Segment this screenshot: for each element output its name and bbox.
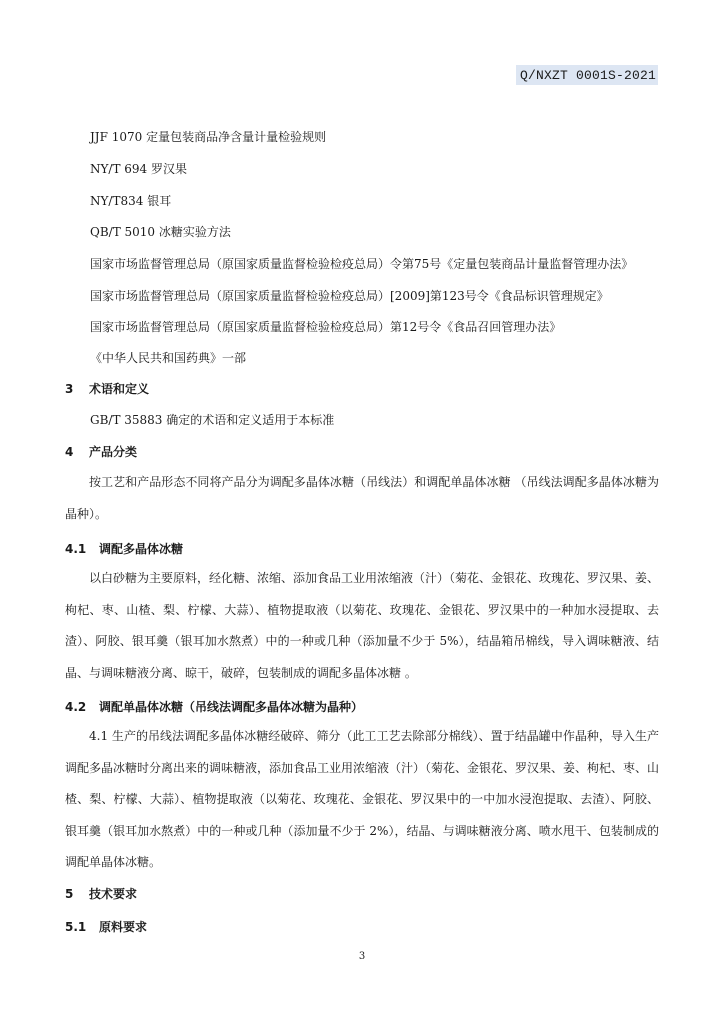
reference-item: NY/T834 银耳 [90, 194, 172, 208]
section-4-1-paragraph: 以白砂糖为主要原料，经化糖、浓缩、添加食品工业用浓缩液（汁）（菊花、金银花、玫瑰花、罗汉果、姜、枸杞、枣、山楂、梨、柠檬、大蒜）、植物提取液（以菊花、玫瑰花、金银花、罗汉果中的一种加水浸提取、去渣）、阿胶、银耳羹（银耳加水熬煮）中的一种或几种（添加量不少于 5%），结晶箱吊棉线，导入调味糖液、结晶、与调味糖液分离、晾干，破碎，包装制成的调配多晶体冰糖 。 [65, 571, 660, 680]
reference-item: JJF 1070 定量包装商品净含量计量检验规则 [90, 130, 327, 144]
section-title: 产品分类 [89, 445, 138, 459]
section-number: 4.2 [65, 700, 87, 714]
section-heading-3 [65, 380, 149, 397]
reference-item: 国家市场监督管理总局（原国家质量监督检验检疫总局）[2009]第123号令《食品标识管理规定》 [90, 289, 609, 303]
section-heading-4-2 [65, 698, 363, 715]
reference-item: 国家市场监督管理总局（原国家质量监督检验检疫总局）令第75号《定量包装商品计量监督管理办法》 [90, 257, 634, 271]
section-title: 技术要求 [89, 887, 138, 901]
section-number: 4 [65, 445, 74, 459]
section-title: 调配单晶体冰糖（吊线法调配多晶体冰糖为晶种） [99, 700, 364, 714]
section-4-2-paragraph: 4.1 生产的吊线法调配多晶体冰糖经破碎、筛分（此工工艺去除部分棉线）、置于结晶罐中作晶种，导入生产调配多晶冰糖时分离出来的调味糖液，添加食品工业用浓缩液（汁）（菊花、金银花、罗汉果、姜、枸杞、枣、山楂、梨、柠檬、大蒜）、植物提取液（以菊花、玫瑰花、金银花、罗汉果中的一中加水浸泡提取、去渣）、阿胶、银耳羹（银耳加水熬煮）中的一种或几种（添加量不少于 2%），结晶、与调味糖液分离、喷水甩干、包装制成的调配单晶体冰糖。 [65, 729, 660, 869]
section-heading-5 [65, 885, 137, 902]
section-3-text: GB/T 35883 确定的术语和定义适用于本标准 [90, 413, 335, 427]
section-4-paragraph: 按工艺和产品形态不同将产品分为调配多晶体冰糖（吊线法）和调配单晶体冰糖 （吊线法调配多晶体冰糖为晶种）。 [65, 475, 659, 521]
section-heading-4 [65, 443, 137, 460]
reference-item: NY/T 694 罗汉果 [90, 162, 188, 176]
reference-item: 国家市场监督管理总局（原国家质量监督检验检疫总局）第12号令《食品召回管理办法》 [90, 320, 562, 334]
page-number: 3 [358, 951, 366, 962]
section-heading-4-1 [65, 540, 183, 557]
reference-item: QB/T 5010 冰糖实验方法 [90, 225, 231, 239]
section-number: 5 [65, 887, 74, 901]
section-title: 原料要求 [99, 920, 148, 934]
section-title: 调配多晶体冰糖 [99, 542, 184, 556]
section-number: 5.1 [65, 920, 87, 934]
section-number: 4.1 [65, 542, 87, 556]
section-heading-5-1 [65, 918, 147, 935]
section-title: 术语和定义 [89, 382, 150, 396]
section-number: 3 [65, 382, 74, 396]
reference-item: 《中华人民共和国药典》一部 [90, 351, 247, 365]
standard-code: Q/NXZT 0001S-2021 [516, 65, 658, 85]
